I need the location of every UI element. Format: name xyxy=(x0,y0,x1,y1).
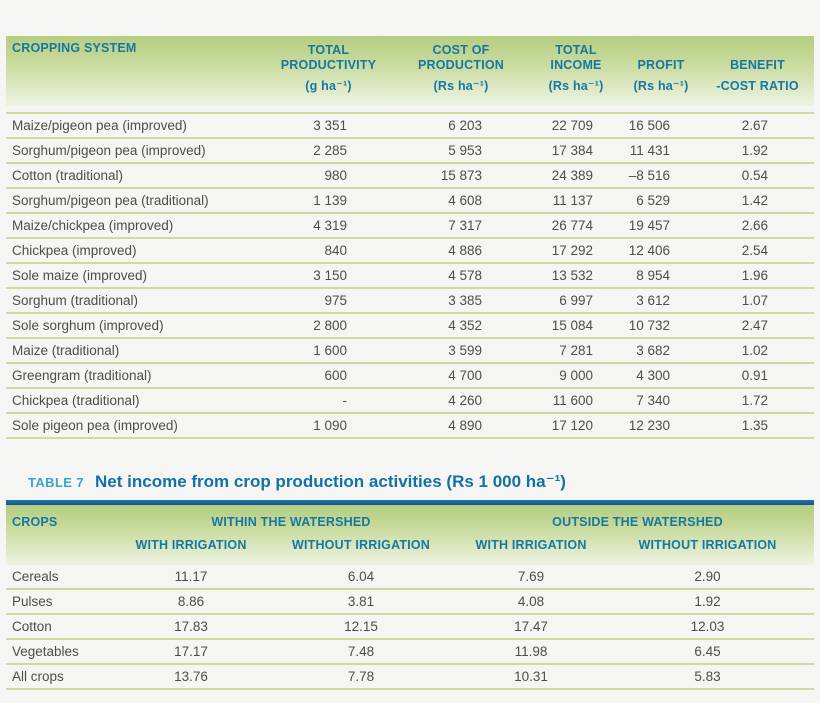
outside-without-irrigation-cell: 1.92 xyxy=(694,594,721,609)
header-outside-watershed: OUTSIDE THE WATERSHED xyxy=(552,515,723,529)
profit-cell: 12 406 xyxy=(628,243,670,258)
net-income-table-header xyxy=(6,505,814,565)
within-without-irrigation-cell: 6.04 xyxy=(347,569,375,584)
table-row xyxy=(6,314,814,339)
outside-without-irrigation-cell: 5.83 xyxy=(694,669,721,684)
header-label: TOTAL PRODUCTIVITY xyxy=(280,43,377,72)
header-spacer xyxy=(6,537,121,553)
within-without-irrigation-cell: 7.78 xyxy=(347,669,375,684)
cost-of-production-cell: 4 608 xyxy=(448,193,482,208)
cost-of-production-cell: 4 260 xyxy=(448,393,482,408)
profit-cell: –8 516 xyxy=(628,168,670,183)
total-productivity-cell: 3 150 xyxy=(313,268,347,283)
within-with-irrigation-cell: 11.17 xyxy=(174,569,208,584)
document-page xyxy=(6,0,814,690)
benefit-cost-ratio-cell: 1.96 xyxy=(741,268,768,283)
total-income-cell: 7 281 xyxy=(559,343,593,358)
cropping-system-cell: Sorghum (traditional) xyxy=(12,293,139,308)
total-income-cell: 6 997 xyxy=(559,293,593,308)
cost-of-production-cell: 7 317 xyxy=(448,218,482,233)
cropping-system-cell: Cotton (traditional) xyxy=(12,168,124,183)
total-productivity-cell: 600 xyxy=(324,368,347,383)
cropping-system-cell: Maize (traditional) xyxy=(12,343,120,358)
crop-cell: Vegetables xyxy=(12,644,79,659)
profit-cell: 12 230 xyxy=(628,418,670,433)
within-without-irrigation-cell: 7.48 xyxy=(347,644,375,659)
within-with-irrigation-cell: 17.83 xyxy=(174,619,208,634)
header-profit xyxy=(621,41,701,94)
profit-cell: 3 682 xyxy=(636,343,670,358)
net-income-table-body xyxy=(6,565,814,690)
header-with-irrigation-within: WITH IRRIGATION xyxy=(135,538,247,552)
benefit-cost-ratio-cell: 1.07 xyxy=(741,293,768,308)
cropping-system-table-body xyxy=(6,112,814,439)
within-with-irrigation-cell: 17.17 xyxy=(174,644,208,659)
cost-of-production-cell: 5 953 xyxy=(448,143,482,158)
total-productivity-cell: 840 xyxy=(324,243,347,258)
cropping-system-cell: Chickpea (improved) xyxy=(12,243,137,258)
cropping-system-cell: Greengram (traditional) xyxy=(12,368,152,383)
table-row xyxy=(6,189,814,214)
header-benefit-cost-ratio xyxy=(701,41,814,94)
benefit-cost-ratio-cell: 1.92 xyxy=(741,143,768,158)
table-row xyxy=(6,164,814,189)
profit-cell: 8 954 xyxy=(636,268,670,283)
table-number-label: TABLE 7 xyxy=(28,475,85,490)
header-total-income xyxy=(531,41,621,94)
table-row xyxy=(6,590,814,615)
outside-with-irrigation-cell: 11.98 xyxy=(514,644,548,659)
crop-cell: Cotton xyxy=(12,619,52,634)
header-total-productivity xyxy=(266,41,391,94)
outside-without-irrigation-cell: 6.45 xyxy=(694,644,721,659)
profit-cell: 3 612 xyxy=(636,293,670,308)
cropping-system-cell: Maize/chickpea (improved) xyxy=(12,218,174,233)
total-income-cell: 26 774 xyxy=(551,218,593,233)
header-label: BENEFIT xyxy=(730,58,785,72)
benefit-cost-ratio-cell: 2.67 xyxy=(741,118,768,133)
cropping-system-table-header xyxy=(6,36,814,106)
cropping-system-cell: Sole maize (improved) xyxy=(12,268,148,283)
total-income-cell: 11 600 xyxy=(552,393,593,408)
outside-without-irrigation-cell: 12.03 xyxy=(690,619,725,634)
cropping-system-table xyxy=(6,36,814,439)
total-income-cell: 22 709 xyxy=(551,118,593,133)
cost-of-production-cell: 15 873 xyxy=(440,168,482,183)
table-row xyxy=(6,139,814,164)
outside-with-irrigation-cell: 10.31 xyxy=(514,669,548,684)
cost-of-production-cell: 4 578 xyxy=(448,268,482,283)
cropping-system-cell: Sole pigeon pea (improved) xyxy=(12,418,178,433)
benefit-cost-ratio-cell: 1.72 xyxy=(741,393,768,408)
cost-of-production-cell: 3 385 xyxy=(448,293,482,308)
cropping-system-cell: Sorghum/pigeon pea (traditional) xyxy=(12,193,209,208)
header-within-watershed: WITHIN THE WATERSHED xyxy=(211,515,371,529)
header-unit: -COST RATIO xyxy=(716,79,799,93)
total-income-cell: 24 389 xyxy=(551,168,593,183)
profit-cell: 4 300 xyxy=(636,368,670,383)
total-productivity-cell: 980 xyxy=(324,168,347,183)
table-row xyxy=(6,389,814,414)
total-productivity-cell: - xyxy=(342,393,347,408)
benefit-cost-ratio-cell: 2.47 xyxy=(741,318,768,333)
within-without-irrigation-cell: 12.15 xyxy=(344,619,378,634)
table-row xyxy=(6,214,814,239)
table-row xyxy=(6,615,814,640)
total-productivity-cell: 1 139 xyxy=(313,193,347,208)
total-productivity-cell: 975 xyxy=(324,293,347,308)
header-unit: (Rs ha⁻¹) xyxy=(633,79,689,93)
header-crops: CROPS xyxy=(12,515,58,529)
table-row xyxy=(6,640,814,665)
outside-with-irrigation-cell: 7.69 xyxy=(517,569,545,584)
table-row xyxy=(6,565,814,590)
cropping-system-cell: Sole sorghum (improved) xyxy=(12,318,164,333)
outside-without-irrigation-cell: 2.90 xyxy=(694,569,721,584)
profit-cell: 10 732 xyxy=(628,318,670,333)
total-productivity-cell: 1 090 xyxy=(313,418,347,433)
profit-cell: 16 506 xyxy=(628,118,670,133)
benefit-cost-ratio-cell: 0.54 xyxy=(741,168,768,183)
benefit-cost-ratio-cell: 1.35 xyxy=(741,418,768,433)
profit-cell: 11 431 xyxy=(629,143,670,158)
cost-of-production-cell: 4 700 xyxy=(448,368,482,383)
table-row xyxy=(6,239,814,264)
within-with-irrigation-cell: 8.86 xyxy=(177,594,205,609)
header-cropping-system xyxy=(6,41,266,56)
cost-of-production-cell: 4 886 xyxy=(448,243,482,258)
total-productivity-cell: 4 319 xyxy=(313,218,347,233)
benefit-cost-ratio-cell: 1.42 xyxy=(741,193,768,208)
total-income-cell: 13 532 xyxy=(551,268,593,283)
net-income-table xyxy=(6,505,814,690)
header-label: CROPPING SYSTEM xyxy=(12,41,137,55)
table-row xyxy=(6,665,814,690)
crop-cell: All crops xyxy=(12,669,64,684)
total-income-cell: 11 137 xyxy=(552,193,593,208)
table-row xyxy=(6,339,814,364)
header-without-irrigation-within: WITHOUT IRRIGATION xyxy=(291,538,431,552)
table-row xyxy=(6,364,814,389)
table7-caption xyxy=(6,472,814,492)
cropping-system-cell: Maize/pigeon pea (improved) xyxy=(12,118,187,133)
benefit-cost-ratio-cell: 2.54 xyxy=(741,243,768,258)
benefit-cost-ratio-cell: 1.02 xyxy=(741,343,768,358)
header-sub-row xyxy=(6,537,814,553)
cost-of-production-cell: 6 203 xyxy=(448,118,482,133)
header-without-irrigation-outside: WITHOUT IRRIGATION xyxy=(638,538,777,552)
profit-cell: 6 529 xyxy=(636,193,670,208)
table-row xyxy=(6,114,814,139)
total-productivity-cell: 3 351 xyxy=(313,118,347,133)
cost-of-production-cell: 4 890 xyxy=(448,418,482,433)
cost-of-production-cell: 4 352 xyxy=(448,318,482,333)
outside-with-irrigation-cell: 17.47 xyxy=(514,619,548,634)
total-income-cell: 9 000 xyxy=(559,368,593,383)
header-label: COST OF PRODUCTION xyxy=(417,43,505,72)
benefit-cost-ratio-cell: 0.91 xyxy=(741,368,768,383)
table-row xyxy=(6,289,814,314)
cropping-system-cell: Chickpea (traditional) xyxy=(12,393,140,408)
total-productivity-cell: 2 800 xyxy=(313,318,347,333)
header-unit: (Rs ha⁻¹) xyxy=(548,79,604,93)
benefit-cost-ratio-cell: 2.66 xyxy=(741,218,768,233)
total-productivity-cell: 2 285 xyxy=(313,143,347,158)
header-with-irrigation-outside: WITH IRRIGATION xyxy=(475,538,587,552)
cropping-system-cell: Sorghum/pigeon pea (improved) xyxy=(12,143,206,158)
total-income-cell: 15 084 xyxy=(551,318,593,333)
total-income-cell: 17 384 xyxy=(551,143,593,158)
header-label: PROFIT xyxy=(637,58,685,72)
total-productivity-cell: 1 600 xyxy=(313,343,347,358)
cost-of-production-cell: 3 599 xyxy=(448,343,482,358)
table-row xyxy=(6,414,814,439)
header-group-row xyxy=(6,514,814,530)
crop-cell: Cereals xyxy=(12,569,59,584)
table-row xyxy=(6,264,814,289)
profit-cell: 19 457 xyxy=(628,218,670,233)
total-income-cell: 17 292 xyxy=(551,243,593,258)
header-label: TOTAL INCOME xyxy=(550,43,602,72)
table-title: Net income from crop production activities (Rs 1 000 ha⁻¹) xyxy=(95,472,566,491)
header-unit: (g ha⁻¹) xyxy=(305,79,352,93)
outside-with-irrigation-cell: 4.08 xyxy=(517,594,545,609)
profit-cell: 7 340 xyxy=(636,393,670,408)
within-without-irrigation-cell: 3.81 xyxy=(347,594,375,609)
header-cost-of-production xyxy=(391,41,531,94)
within-with-irrigation-cell: 13.76 xyxy=(174,669,208,684)
crop-cell: Pulses xyxy=(12,594,53,609)
header-unit: (Rs ha⁻¹) xyxy=(433,79,489,93)
total-income-cell: 17 120 xyxy=(551,418,593,433)
